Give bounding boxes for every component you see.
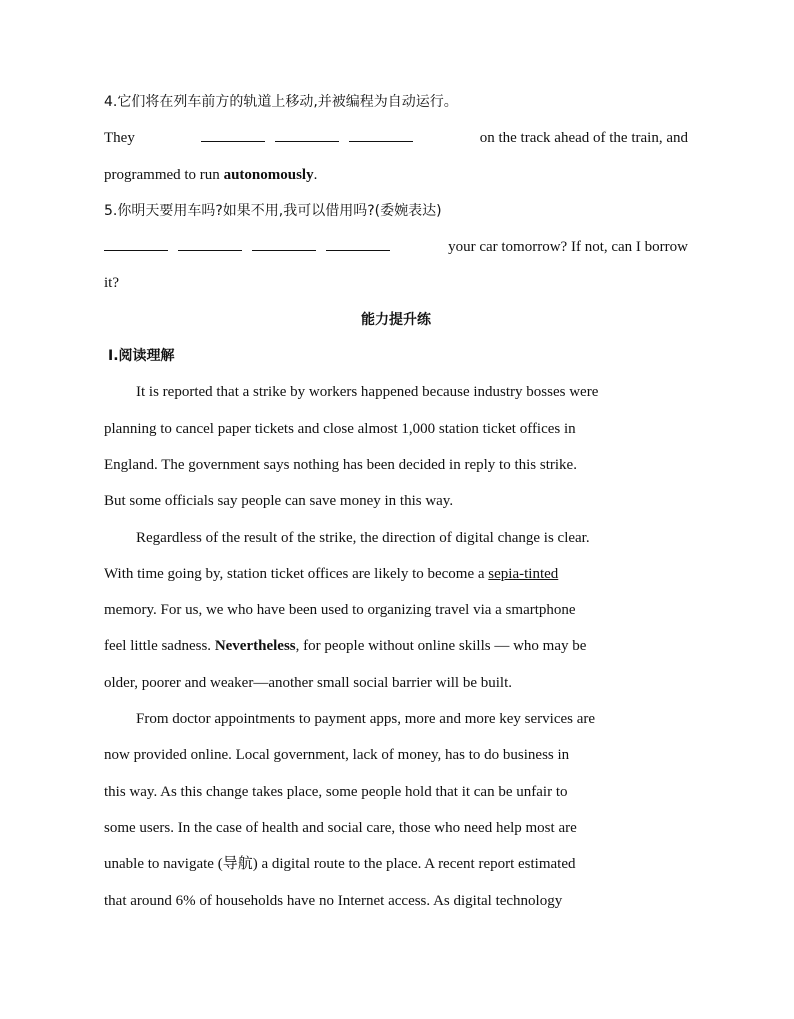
passage-p3-line: this way. As this change takes place, some people hold that it can be unfair to [104, 783, 568, 800]
question-4-prompt: 4.它们将在列车前方的轨道上移动,并被编程为自动运行。 [104, 94, 458, 110]
q4-line1-start: They [104, 130, 135, 147]
answer-blank[interactable] [104, 249, 168, 251]
passage-p1-line: planning to cancel paper tickets and close almost 1,000 station ticket offices in [104, 420, 576, 437]
passage-p1-line: England. The government says nothing has been decided in reply to this strike. [104, 456, 577, 473]
answer-blank[interactable] [349, 140, 413, 142]
question-5-line-2: it? [104, 275, 119, 292]
passage-p2-line: Regardless of the result of the strike, the direction of digital change is clear. [136, 529, 590, 546]
underlined-term: sepia-tinted [488, 565, 559, 582]
passage-p2-line: older, poorer and weaker—another small social barrier will be built. [104, 674, 513, 691]
passage-p3-line: now provided online. Local government, lack of money, has to do business in [104, 747, 570, 764]
q4-bold-word: autonomously [223, 166, 314, 183]
p2-line4-start: feel little sadness. [104, 638, 212, 655]
q4-line2-start: programmed to run [104, 166, 220, 183]
answer-blank[interactable] [252, 249, 316, 251]
document-page [104, 84, 688, 919]
question-4-line-2 [104, 157, 688, 193]
section-subtitle: Ⅰ.阅读理解 [108, 348, 175, 365]
answer-blank[interactable] [275, 140, 339, 142]
q4-blanks[interactable] [201, 120, 413, 156]
q4-line2-end: . [313, 166, 318, 183]
q4-line1-end: on the track ahead of the train, and [479, 130, 688, 147]
question-5-line-1 [104, 229, 688, 265]
passage-p1-line: It is reported that a strike by workers happened because industry bosses were [136, 384, 599, 401]
section-title: 能力提升练 [361, 311, 431, 328]
p2-line2-start: With time going by, station ticket offices are likely to become a [104, 565, 485, 582]
passage-p2-line: memory. For us, we who have been used to organizing travel via a smartphone [104, 602, 576, 619]
answer-blank[interactable] [326, 249, 390, 251]
q5-blanks[interactable] [104, 229, 390, 265]
question-4-line-1 [104, 120, 688, 156]
passage-p2-line [104, 628, 688, 664]
q5-line1-end: your car tomorrow? If not, can I borrow [448, 239, 688, 256]
passage-p2-line [104, 556, 688, 592]
bold-term: Nevertheless [214, 638, 296, 655]
passage-p1-line: But some officials say people can save money in this way. [104, 493, 454, 510]
passage-p3-line: unable to navigate (导航) a digital route to the place. A recent report estimated [104, 856, 576, 873]
passage-p3-line: that around 6% of households have no Internet access. As digital technology [104, 892, 563, 909]
p2-line4-end: , for people without online skills — who may be [295, 638, 587, 655]
answer-blank[interactable] [201, 140, 265, 142]
passage-p3-line: From doctor appointments to payment apps, more and more key services are [136, 711, 596, 728]
question-5-prompt: 5.你明天要用车吗?如果不用,我可以借用吗?(委婉表达) [104, 202, 442, 219]
answer-blank[interactable] [178, 249, 242, 251]
passage-p3-line: some users. In the case of health and social care, those who need help most are [104, 819, 577, 836]
